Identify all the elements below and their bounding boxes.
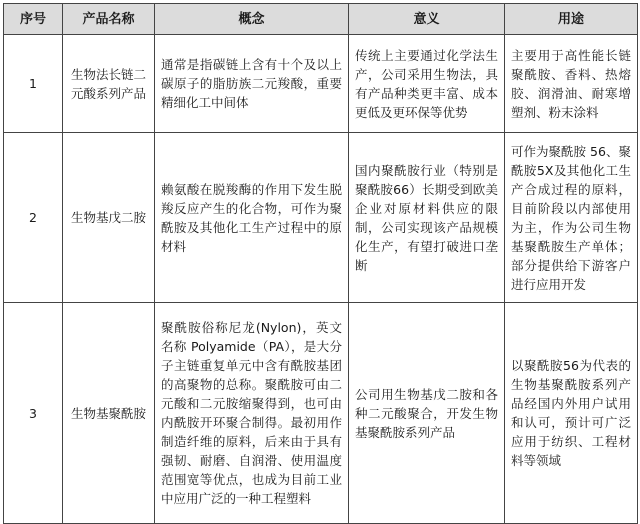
table-row: [4, 303, 638, 524]
significance-cell: 国内聚酰胺行业（特别是聚酰胺66）长期受到欧美企业对原材料供应的限制，公司实现该产品规模化生产，有望打破进口垄断: [349, 133, 505, 303]
header-cell: 产品名称: [63, 4, 155, 35]
header-cell: 用途: [505, 4, 638, 35]
header-cell: 意义: [349, 4, 505, 35]
product-name: 生物基戊二胺: [63, 133, 155, 303]
table-row: [4, 35, 638, 133]
header-cell: 序号: [4, 4, 63, 35]
usage-cell: 可作为聚酰胺 56、聚酰胺5X及其他化工生产合成过程的原料，目前阶段以内部使用为主，作为公司生物基聚酰胺生产单体；部分提供给下游客户进行应用开发: [505, 133, 638, 303]
concept-cell: 聚酰胺俗称尼龙(Nylon)，英文名称 Polyamide（PA），是大分子主链重复单元中含有酰胺基团的高聚物的总称。聚酰胺可由二元酸和二元胺缩聚得到，也可由内酰胺开环聚合制得。最初用作制造纤维的原料，后来由于具有强韧、耐磨、自润滑、使用温度范围宽等优点，也成为目前工业中应用广泛的一种工程塑料: [155, 303, 349, 524]
concept-cell: 赖氨酸在脱羧酶的作用下发生脱羧反应产生的化合物，可作为聚酰胺及其他化工生产过程中的原材料: [155, 133, 349, 303]
row-number: 1: [4, 35, 63, 133]
row-number: 3: [4, 303, 63, 524]
product-name: 生物法长链二元酸系列产品: [63, 35, 155, 133]
header-cell: 概念: [155, 4, 349, 35]
row-number: 2: [4, 133, 63, 303]
table-row: [4, 133, 638, 303]
significance-cell: 公司用生物基戊二胺和各种二元酸聚合，开发生物基聚酰胺系列产品: [349, 303, 505, 524]
significance-cell: 传统上主要通过化学法生产，公司采用生物法，具有产品种类更丰富、成本更低及更环保等优势: [349, 35, 505, 133]
usage-cell: 主要用于高性能长链聚酰胺、香料、热熔胶、润滑油、耐寒增塑剂、粉末涂料: [505, 35, 638, 133]
product-table: [3, 3, 638, 524]
table-header-row: [4, 4, 638, 35]
concept-cell: 通常是指碳链上含有十个及以上碳原子的脂肪族二元羧酸，重要精细化工中间体: [155, 35, 349, 133]
product-name: 生物基聚酰胺: [63, 303, 155, 524]
usage-cell: 以聚酰胺56为代表的生物基聚酰胺系列产品经国内外用户试用和认可，预计可广泛应用于纺织、工程材料等领域: [505, 303, 638, 524]
